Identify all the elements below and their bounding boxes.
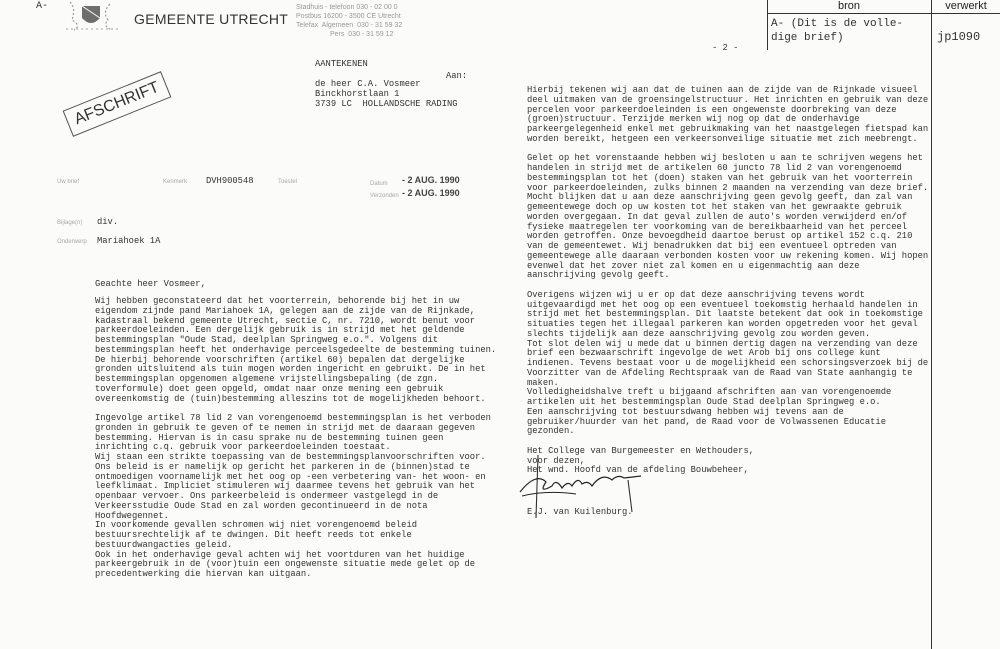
onderwerp-value: Mariahoek 1A [97,236,161,246]
body-text-line: Wij staan een strikte toepassing van de bestemmingsplanvoorschriften voor. [95,452,486,462]
body-text-line: bestemmingsplan opgenomen algemene vrijstellingsbepaling (de zgn. [95,374,439,384]
body-text-line: uitgevaardigd met het oog op een eventueel toekomstig herhaald handelen in [527,299,918,310]
body-text-line: Tot slot delen wij u mede dat u binnen dertig dagen na verzending van deze [527,338,918,349]
body-text-line: leefklimaat. Impliciet stimuleren wij daarmee tevens het gebruik van het [95,481,476,492]
column-header-verwerkt: verwerkt [945,0,987,12]
contact-block [296,3,436,39]
body-text-line: De hierbij behorende voorschriften (artikel 60) bepalen dat dergelijke [95,354,465,365]
salutation: Geachte heer Vosmeer, [95,279,206,289]
contact-line: Postbus 16200 - 3500 CE Utrecht [296,13,401,20]
body-text-line: percelen voor parkeerdoeleinden is een ongewenste doorbreking van deze [527,104,897,115]
body-text-line: Een aanschrijving tot bestuursdwang hebben wij tevens aan de [527,406,844,417]
table-border [767,13,1000,14]
body-text-line: Het wnd. Hoofd van de afdeling Bouwbeheer, [527,465,749,476]
body-text-line: Ook in het onderhavige geval achten wij het voortduren van het huidige [95,549,465,560]
body-text-line: bestuurdwangacties geleid. [95,539,233,550]
body-text-line: Hoofdwegennet. [95,510,169,521]
verzonden-stamp: - 2 AUG. 1990 [402,188,460,198]
to-label: Aan: [446,71,468,81]
body-text-line: parkeergelegenheid enkel met gebruikmaking van het naastgelegen fietspad kan [527,124,929,134]
body-text-line: Overigens wijzen wij u er op dat deze aanschrijving tevens wordt [527,289,865,300]
recipient-address [315,80,458,109]
recipient-line: Binckhorstlaan 1 [315,88,400,99]
body-text-line: bestemming. Hiervan is in casu sprake nu de bestemming tuinen geen [95,432,444,443]
datum-label: Datum [370,181,388,187]
body-text-line: gezonden. [527,426,575,437]
body-text-line: gronden uitsluitend als tuin mogen worden ingericht en gebruikt. De in het [95,364,486,375]
coat-of-arms-logo [62,0,122,32]
body-text-line: van de gemeentewet. Wij benadrukken dat bij een eventueel optreden van [527,241,897,251]
body-text-line: eigendom zijnde pand Mariahoek 1A, gelegen aan de zijde van de Rijnkade, [95,305,476,316]
bijlagen-label: Bijlage(n) [57,220,83,226]
body-text-line: gronden in gebruik te geven of te nemen in strijd met de daaraan gegeven [95,422,476,433]
body-text-line: gemeentewege alle daaraan verbonden kosten voor uw rekening komen. Wij hopen [527,250,929,261]
body-text-line: worden overgegaan. In dat geval zullen de auto's worden verwijderd en/of [527,211,908,222]
body-text-line: Mocht blijken dat u aan deze aanschrijving geen gevolg geeft, dan zal van [527,192,913,203]
column-header-bron: bron [837,0,861,12]
uw-brief-label: Uw brief [57,179,80,185]
toestel-label: Toestel [278,179,298,185]
body-text-line: precedentwerking die hiervan kan uitgaan. [95,569,312,579]
body-text-line: Ingevolge artikel 78 lid 2 van vorengenoemd bestemmingsplan is het verboden [95,413,491,423]
body-text-line: inrichting c.q. gebruik voor parkeerdoeleinden toestaat. [95,442,391,453]
body-text-line: Voorzitter van de Afdeling Rechtspraak van de Raad van State aanhangig te [527,367,913,378]
organization-name: GEMEENTE UTRECHT [134,11,289,27]
bron-line: dige brief) [771,32,844,44]
body-text-line: parkeergebruik in de (voor)tuin een ongewenste situatie mede gelet op de [95,559,476,570]
body-text-line: voor dezen, [527,455,586,466]
body-text-line: Volledigheidshalve treft u bijgaand afschriften aan van vorengenoemde [527,387,892,398]
body-text-line: worden bereikt, hetgeen een verkeersonveilige situatie met zich meebrengt. [527,133,918,144]
body-text-line: strijd met het bestemmingsplan. Dit laatste betekent dat ook in toekomstige [527,309,923,320]
onderwerp-label: Onderwerp [57,239,87,245]
body-text-line: Hierbij tekenen wij aan dat de tuinen aan de zijde van de Rijnkade visueel [527,85,918,95]
bron-line: A- (Dit is de volle- [771,18,904,30]
body-text-line: voor parkeerdoeleinden, zulks binnen 2 maanden na verzending van deze brief. [527,182,929,193]
recipient-line: 3739 LC HOLLANDSCHE RADING [315,98,458,109]
body-text-line: bestuursrechtelijk af te dwingen. Dit heeft reeds tot enkele [95,530,412,540]
body-text-line: Het College van Burgemeester en Wethouders, [527,445,754,456]
datum-stamp: - 2 AUG. 1990 [402,175,460,185]
signatory-name: E.J. van Kuilenburg. [527,507,633,517]
margin-mark: A- [36,1,49,12]
body-text-line: aanschrijving gevolg geeft. [527,270,670,281]
table-border [931,0,932,649]
contact-line: Stadhuis - telefoon 030 - 02 00 0 [296,4,398,11]
verzonden-label: Verzonden [370,193,399,199]
contact-line: Telefax Algemeen 030 - 31 59 32 [296,22,403,29]
registered-mail-label: AANTEKENEN [315,59,368,69]
body-text-line: overeenkomstig de (tuin)bestemming alleszins tot de mogelijkheden behoort. [95,393,486,404]
body-text-line: kadastraal bekend gemeente Utrecht, sectie C, nr. 7210, wordt benut voor [95,315,476,326]
body-text-line: indienen. Tevens bestaat voor u de mogelijkheid een schorsingsverzoek bij de [527,358,929,368]
body-text-line: maken. [527,377,559,388]
body-text-line: openbaar vervoer. Ons parkeerbeleid is ondermeer vastgelegd in de [95,491,439,501]
stamp-text: AFSCHRIFT [72,78,162,129]
body-text-line: bestemmingsplan heeft het onderhavige perceelsgedeelte de bestemming tuinen. [95,344,497,355]
body-text-line: In voorkomende gevallen schromen wij niet vorengenoemd beleid [95,520,418,531]
body-text-line: handelen in strijd met de artikelen 60 juncto 78 lid 2 van vorengenoemd [527,163,902,173]
body-text-line: (groen)structuur. Terzijde merken wij nog op dat de onderhavige [527,114,860,125]
body-text-line: Gelet op het vorenstaande hebben wij besloten u aan te schrijven wegens het [527,153,923,164]
letter-body-left [95,297,496,580]
body-text-line: fysieke maatregelen ter voorkoming van de bereikbaarheid van het perceel [527,221,908,232]
body-text-line: parkeerdoeleinden. Een dergelijk gebruik is in strijd met het geldende [95,325,465,336]
body-text-line: bestemmingsplan "Oude Stad, deelplan Springweg e.o.". Volgens dit [95,335,439,345]
body-text-line: worden getroffen. Onze bevoegdheid daartoe berust op artikel 152 c.q. 210 [527,231,913,242]
body-text-line: artikelen uit het bestemmingsplan Oude Stad deelplan Springweg e.o. [527,397,881,407]
body-text-line: deel uitmaken van de groensingelstructuur. Het inrichten en gebruik van deze [527,94,929,105]
body-text-line: gebruiker/huurder van het pand, de Raad voor de Volwassenen Educatie [527,416,886,427]
body-text-line: toverformule) doet geen opgeld, omdat naar onze mening een gebruik [95,383,444,394]
kenmerk-value: DVH900548 [206,176,254,186]
body-text-line: bestemmingsplan tot het (doen) staken van het gebruik van het voorterrein [527,172,913,183]
contact-line: Pers 030 - 31 59 12 [330,31,394,38]
body-text-line: Verkeersstudie Oude Stad en zal worden gecontinueerd in de nota [95,500,428,511]
verwerkt-value: jp1090 [937,30,981,44]
letter-body-right [527,86,928,476]
afschrift-stamp [63,71,172,137]
recipient-line: de heer C.A. Vosmeer [315,79,421,89]
body-text-line: brief een bezwaarschrift ingevolge de wet Arob bij ons college kunt [527,348,881,359]
body-text-line: Wij hebben geconstateerd dat het voorterrein, behorende bij het in uw [95,296,460,306]
body-text-line: Ons beleid is er namelijk op gericht het parkeren in de (binnen)stad te [95,461,470,472]
body-text-line: slechts tijdelijk aan deze aanschrijving gevolg zou worden geven. [527,328,871,339]
body-text-line: gemeentewege doch op uw kosten tot het staken van het gewraakte gebruik [527,202,902,212]
bijlagen-value: div. [97,217,119,227]
kenmerk-label: Kenmerk [163,179,188,185]
body-text-line: evenwel dat het zover niet zal komen en u eigenmachtig aan deze [527,260,860,271]
body-text-line: situaties tegen het illegaal parkeren kan worden opgetreden voor het geval [527,319,918,329]
page-number: - 2 - [712,43,739,53]
body-text-line: ontmoedigen voornamelijk met het oog op -een verbetering van- het woon- en [95,471,486,482]
